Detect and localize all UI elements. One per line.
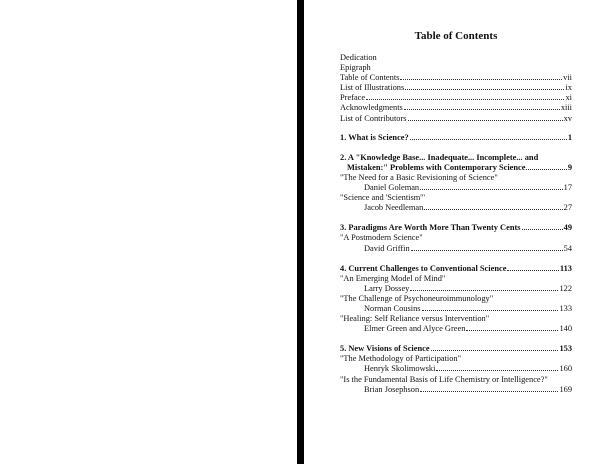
chapter-heading-page-number: 49 bbox=[563, 223, 572, 233]
essay-author-row bbox=[340, 284, 572, 294]
essay-author-page-number: 27 bbox=[563, 203, 572, 213]
dot-leader bbox=[436, 364, 558, 371]
essay-title: "The Challenge of Psychoneuroimmunology" bbox=[340, 293, 494, 303]
front-matter-item-page-number: ix bbox=[565, 83, 572, 93]
chapter-entry bbox=[340, 264, 572, 335]
front-matter-list bbox=[340, 53, 572, 124]
essay-author-label: David Griffin bbox=[364, 243, 410, 253]
dot-leader bbox=[366, 93, 564, 100]
essay-author-label: Daniel Goleman bbox=[364, 183, 420, 193]
front-matter-item-row bbox=[340, 63, 572, 73]
essay-author-page-number: 17 bbox=[563, 183, 572, 193]
chapter-heading-label: 4. Current Challenges to Conventional Science bbox=[340, 263, 507, 273]
dot-leader bbox=[410, 133, 567, 140]
essay-author-page-number: 54 bbox=[563, 243, 572, 253]
chapter-heading-row bbox=[340, 264, 572, 274]
chapter-heading-cont-label: Mistaken:" Problems with Contemporary Science bbox=[347, 162, 526, 172]
front-matter-item-row bbox=[340, 114, 572, 124]
front-matter-item-row bbox=[340, 53, 572, 63]
left-page-blank bbox=[0, 0, 297, 464]
dot-leader bbox=[404, 103, 560, 110]
essay-author-row bbox=[340, 244, 572, 254]
essay-author-row bbox=[340, 304, 572, 314]
essay-title: "The Methodology of Participation" bbox=[340, 354, 462, 364]
chapter-list bbox=[340, 133, 572, 395]
essay-title: "An Emerging Model of Mind" bbox=[340, 273, 446, 283]
essay-author-label: Henryk Skolimowski bbox=[364, 364, 436, 374]
chapter-entry bbox=[340, 223, 572, 253]
essay-title: "A Postmodern Science" bbox=[340, 233, 423, 243]
chapter-heading-page-number: 1 bbox=[567, 132, 572, 142]
page-title: Table of Contents bbox=[414, 30, 498, 42]
dot-leader bbox=[431, 344, 559, 351]
essay-author-label: Norman Cousins bbox=[364, 303, 421, 313]
front-matter-item-row bbox=[340, 73, 572, 83]
essay-author-label: Elmer Green and Alyce Green bbox=[364, 324, 466, 334]
essay-author-label: Brian Josephson bbox=[364, 384, 420, 394]
dot-leader bbox=[466, 324, 558, 331]
dot-leader bbox=[405, 83, 564, 90]
front-matter-item-row bbox=[340, 103, 572, 113]
dot-leader bbox=[410, 284, 558, 291]
chapter-heading: 2. A "Knowledge Base... Inadequate... Incomplete... and bbox=[340, 152, 539, 162]
front-matter-item-page-number: vii bbox=[563, 73, 572, 83]
chapter-heading-page-number: 113 bbox=[559, 263, 572, 273]
chapter-heading-cont-page-number: 9 bbox=[567, 162, 572, 172]
chapter-heading-row bbox=[340, 344, 572, 354]
front-matter-item-page-number: xiii bbox=[560, 103, 572, 113]
dot-leader bbox=[408, 114, 563, 121]
dot-leader bbox=[422, 304, 559, 311]
chapter-heading-page-number: 153 bbox=[559, 344, 572, 354]
dot-leader bbox=[411, 244, 563, 251]
chapter-entry bbox=[340, 153, 572, 214]
front-matter-item-page-number: xv bbox=[563, 113, 572, 123]
essay-author-page-number: 160 bbox=[559, 364, 572, 374]
essay-author-page-number: 140 bbox=[559, 324, 572, 334]
chapter-heading-row bbox=[340, 133, 572, 143]
essay-author-page-number: 122 bbox=[559, 283, 572, 293]
front-matter-item-label: Acknowledgments bbox=[340, 103, 403, 113]
page-gutter bbox=[297, 0, 304, 464]
essay-author-row bbox=[340, 183, 572, 193]
essay-title: "Healing: Self Reliance versus Intervention" bbox=[340, 314, 490, 324]
dot-leader bbox=[522, 223, 563, 230]
essay-author-row bbox=[340, 364, 572, 374]
essay-title: "The Need for a Basic Revisioning of Science" bbox=[340, 172, 498, 182]
dot-leader bbox=[420, 385, 558, 392]
dot-leader bbox=[400, 73, 562, 80]
front-matter-item-row bbox=[340, 93, 572, 103]
dot-leader bbox=[420, 183, 563, 190]
essay-author-row bbox=[340, 324, 572, 334]
dot-leader bbox=[507, 264, 558, 271]
essay-author-row bbox=[340, 203, 572, 213]
essay-author-row bbox=[340, 385, 572, 395]
chapter-heading-cont-row bbox=[340, 163, 572, 173]
chapter-heading-row bbox=[340, 223, 572, 233]
chapter-entry bbox=[340, 344, 572, 394]
chapter-heading-label: 3. Paradigms Are Worth More Than Twenty Cents bbox=[340, 223, 521, 233]
essay-title: "Science and 'Scientism'" bbox=[340, 193, 426, 203]
table-of-contents bbox=[340, 30, 572, 405]
chapter-entry bbox=[340, 133, 572, 143]
right-page bbox=[304, 0, 600, 464]
chapter-heading-label: 5. New Visions of Science bbox=[340, 344, 430, 354]
front-matter-item-label: Epigraph bbox=[340, 63, 371, 73]
essay-title: "Is the Fundamental Basis of Life Chemistry or Intelligence?" bbox=[340, 374, 548, 384]
front-matter-item-page-number: xi bbox=[565, 93, 572, 103]
essay-author-page-number: 133 bbox=[559, 303, 572, 313]
dot-leader bbox=[526, 163, 566, 170]
essay-author-label: Jacob Needleman bbox=[364, 203, 424, 213]
front-matter-item-label: List of Illustrations bbox=[340, 83, 405, 93]
front-matter-item-label: List of Contributors bbox=[340, 113, 407, 123]
essay-author-page-number: 169 bbox=[559, 384, 572, 394]
dot-leader bbox=[424, 203, 562, 210]
essay-author-label: Larry Dossey bbox=[364, 283, 410, 293]
front-matter-item-label: Dedication bbox=[340, 53, 377, 62]
front-matter-item-row bbox=[340, 83, 572, 93]
front-matter-item-label: Table of Contents bbox=[340, 73, 400, 83]
front-matter-item-label: Preface bbox=[340, 93, 366, 103]
chapter-heading-label: 1. What is Science? bbox=[340, 132, 409, 142]
